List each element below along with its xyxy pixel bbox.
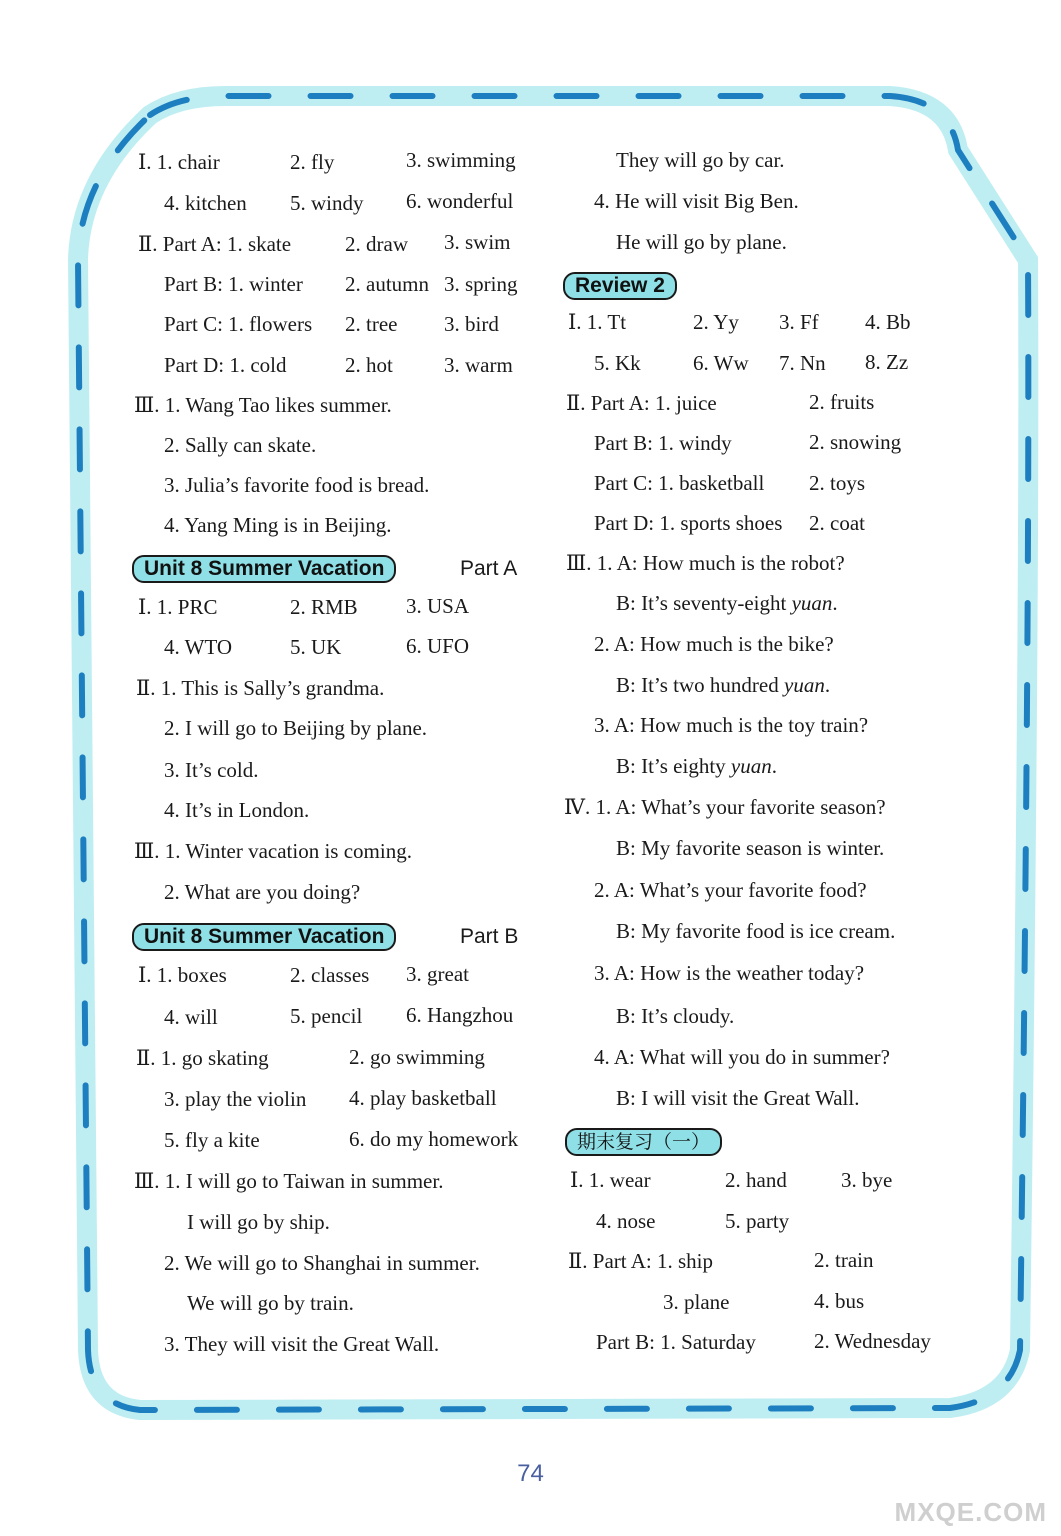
answer-item: 6. do my homework — [349, 1127, 519, 1151]
answer-item: Ⅱ. 1. go skating — [136, 1046, 269, 1070]
answer-item: 3. It’s cold. — [164, 758, 259, 782]
answer-item: B: My favorite food is ice cream. — [616, 919, 896, 943]
unit8-part-a-heading: Unit 8 Summer Vacation — [132, 555, 396, 583]
answer-item: Ⅲ. 1. A: How much is the robot? — [566, 551, 845, 575]
answer-item: 7. Nn — [779, 351, 826, 375]
answer-item: 2. Wednesday — [814, 1329, 931, 1353]
answer-item: 4. will — [164, 1005, 218, 1029]
answer-item: 2. train — [814, 1248, 874, 1272]
answer-item: 6. Hangzhou — [406, 1003, 514, 1027]
answer-item: Part C: 1. basketball — [594, 471, 765, 495]
answer-item: Ⅳ. 1. A: What’s your favorite season? — [564, 795, 886, 819]
answer-item: 2. RMB — [290, 595, 358, 619]
answer-item: 2. A: What’s your favorite food? — [594, 878, 867, 902]
final-review-1-heading: 期末复习（一） — [565, 1128, 722, 1156]
answer-item: 4. bus — [814, 1289, 865, 1313]
answer-item: 2. I will go to Beijing by plane. — [164, 716, 428, 740]
answer-item: 2. fruits — [809, 390, 875, 414]
answer-item: Part D: 1. sports shoes — [594, 511, 783, 535]
answer-item: 2. autumn — [345, 272, 429, 296]
answer-item: Ⅰ. 1. PRC — [138, 595, 218, 619]
answer-item: 4. Bb — [865, 310, 911, 334]
answer-item: 2. hand — [725, 1168, 787, 1192]
answer-item: He will go by plane. — [616, 230, 787, 254]
answer-item: Part B: 1. winter — [164, 272, 303, 296]
answer-item: 6. UFO — [406, 634, 470, 658]
answer-item: 3. USA — [406, 594, 470, 618]
answer-item: 2. We will go to Shanghai in summer. — [164, 1251, 480, 1275]
part-a-label: Part A — [460, 557, 518, 580]
answer-item: 5. pencil — [290, 1004, 363, 1028]
answer-item: 6. wonderful — [406, 189, 514, 213]
answer-item: 6. Ww — [693, 351, 749, 375]
answer-item: 2. go swimming — [349, 1045, 485, 1069]
answer-item: Part B: 1. windy — [594, 431, 732, 455]
answer-item: 4. nose — [596, 1209, 656, 1233]
answer-item: 2. snowing — [809, 430, 902, 454]
answer-item: B: I will visit the Great Wall. — [616, 1086, 860, 1110]
answer-item: 4. play basketball — [349, 1086, 497, 1110]
answer-item: 2. fly — [290, 150, 335, 174]
answer-item: Ⅲ. 1. I will go to Taiwan in summer. — [134, 1169, 444, 1193]
answer-item: Part C: 1. flowers — [164, 312, 313, 336]
answer-item: Ⅱ. 1. This is Sally’s grandma. — [136, 676, 385, 700]
answer-item: 2. What are you doing? — [164, 880, 361, 904]
answer-item: 3. bye — [841, 1168, 893, 1192]
answer-item: 3. great — [406, 962, 469, 986]
answer-item: B: It’s cloudy. — [616, 1004, 735, 1028]
answer-item: 2. Sally can skate. — [164, 433, 317, 457]
answer-item: 3. Ff — [779, 310, 819, 334]
answer-item: Ⅲ. 1. Wang Tao likes summer. — [134, 393, 392, 417]
answer-item: Ⅱ. Part A: 1. ship — [568, 1249, 713, 1273]
answer-item: Ⅰ. 1. boxes — [138, 963, 227, 987]
part-b-label: Part B — [460, 925, 519, 948]
answer-item: Ⅲ. 1. Winter vacation is coming. — [134, 839, 412, 863]
answer-item: They will go by car. — [616, 148, 785, 172]
answer-item: 3. A: How much is the toy train? — [594, 713, 869, 737]
answer-item: Ⅱ. Part A: 1. juice — [566, 391, 717, 415]
answer-item: 3. bird — [444, 312, 499, 336]
answer-item: Ⅱ. Part A: 1. skate — [138, 232, 292, 256]
answer-item: B: It’s two hundred yuan. — [616, 673, 831, 697]
answer-item: Part B: 1. Saturday — [596, 1330, 756, 1354]
answer-item: Ⅰ. 1. wear — [570, 1168, 651, 1192]
answer-item: 2. coat — [809, 511, 865, 535]
answer-item: 4. Yang Ming is in Beijing. — [164, 513, 392, 537]
answer-item: B: It’s seventy-eight yuan. — [616, 591, 838, 615]
answer-item: Part D: 1. cold — [164, 353, 287, 377]
answer-item: 2. toys — [809, 471, 866, 495]
answer-item: 3. swim — [444, 230, 511, 254]
answer-item: 2. hot — [345, 353, 393, 377]
answer-item: 5. windy — [290, 191, 364, 215]
answer-item: 3. play the violin — [164, 1087, 307, 1111]
answer-item: 2. classes — [290, 963, 370, 987]
answer-item: 4. It’s in London. — [164, 798, 310, 822]
review-2-heading: Review 2 — [563, 272, 677, 300]
answer-item: 4. He will visit Big Ben. — [594, 189, 799, 213]
answer-item: 5. party — [725, 1209, 790, 1233]
page-number: 74 — [517, 1460, 544, 1487]
answer-item: 3. plane — [663, 1290, 730, 1314]
answer-item: 4. A: What will you do in summer? — [594, 1045, 890, 1069]
answer-item: 8. Zz — [865, 350, 909, 374]
answer-item: 3. swimming — [406, 148, 516, 172]
answer-item: 3. Julia’s favorite food is bread. — [164, 473, 430, 497]
answer-item: We will go by train. — [187, 1291, 354, 1315]
answer-item: B: My favorite season is winter. — [616, 836, 885, 860]
answer-item: 4. WTO — [164, 635, 233, 659]
answer-item: Ⅰ. 1. chair — [138, 150, 220, 174]
answer-item: 5. fly a kite — [164, 1128, 260, 1152]
answer-item: B: It’s eighty yuan. — [616, 754, 777, 778]
answer-item: 5. Kk — [594, 351, 641, 375]
answer-item: 3. They will visit the Great Wall. — [164, 1332, 440, 1356]
answer-item: Ⅰ. 1. Tt — [568, 310, 627, 334]
answer-item: 4. kitchen — [164, 191, 247, 215]
watermark-logo: MXQE.COM — [894, 1497, 1047, 1527]
unit8-part-b-heading: Unit 8 Summer Vacation — [132, 923, 396, 951]
answer-item: 3. A: How is the weather today? — [594, 961, 865, 985]
answer-item: 3. spring — [444, 272, 518, 296]
answer-item: 3. warm — [444, 353, 513, 377]
answer-item: 2. tree — [345, 312, 398, 336]
answer-item: I will go by ship. — [187, 1210, 330, 1234]
answer-item: 2. Yy — [693, 310, 739, 334]
answer-item: 2. draw — [345, 232, 408, 256]
answer-item: 2. A: How much is the bike? — [594, 632, 834, 656]
answer-item: 5. UK — [290, 635, 342, 659]
